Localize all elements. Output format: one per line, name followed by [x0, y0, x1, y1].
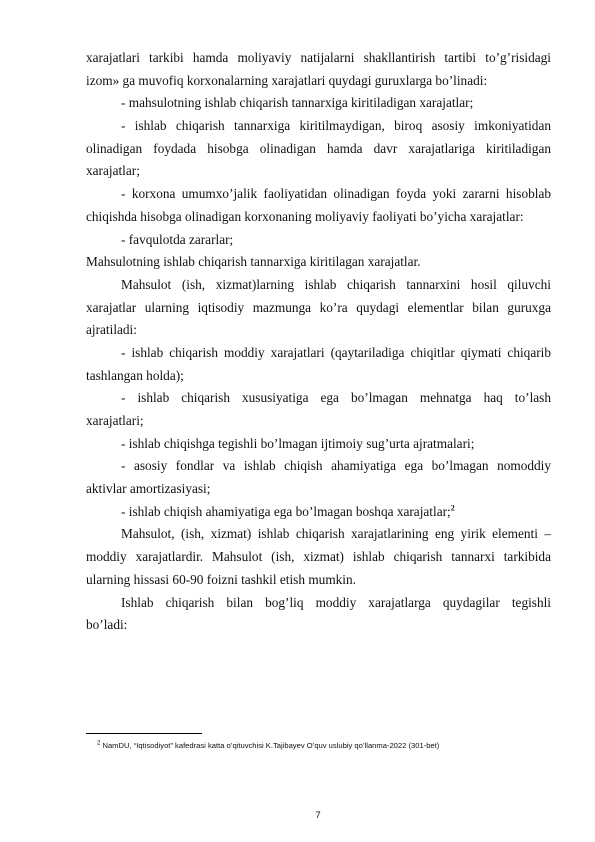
text-line: izom» ga muvofiq korxonalarning xarajatlari quydagi guruxlarga bo’linadi:	[86, 72, 488, 88]
text-line: aktivlar amortizasiyasi;	[86, 481, 211, 497]
text-line: bo’ladi:	[86, 617, 128, 633]
text-line: moddiy xarajatlardir. Mahsulot (ish, xizmat) ishlab chiqarish tannarxi tarkibida	[86, 549, 551, 565]
text-line: - ishlab chiqarish moddiy xarajatlari (qaytariladiga chiqitlar qiymati chiqarib	[121, 344, 551, 360]
text-line: tashlangan holda);	[86, 367, 184, 383]
text-line: xarajatlari;	[86, 413, 144, 428]
text-line: - korxona umumxo’jalik faoliyatidan olinadigan foyda yoki zararni hisoblab	[121, 186, 551, 202]
document-body	[86, 47, 551, 637]
text-line: - ishlab chiqishga tegishli bo’lmagan ijtimoiy sug’urta ajratmalari;	[121, 435, 475, 451]
text-line	[86, 501, 551, 524]
text-line: - favqulotda zararlar;	[121, 231, 234, 247]
text-line: - mahsulotning ishlab chiqarish tannarxiga kiritiladigan xarajatlar;	[121, 95, 474, 111]
footnote-reference[interactable]: 2	[450, 503, 455, 513]
text-line-content: - ishlab chiqish ahamiyatiga ega bo’lmagan boshqa xarajatlar;	[121, 503, 451, 519]
page-number: 7	[315, 810, 321, 821]
text-line: Mahsulotning ishlab chiqarish tannarxiga kiritilagan xarajatlar.	[86, 254, 421, 270]
text-line: Mahsulot, (ish, xizmat) ishlab chiqarish xarajatlarining eng yirik elementi –	[121, 526, 551, 542]
text-line: xarajatlar;	[86, 163, 140, 179]
text-line: olinadigan foydada hisobga olinadigan hamda davr xarajatlariga kiritiladigan	[86, 140, 551, 156]
footnote	[97, 741, 547, 750]
footnote-divider	[86, 733, 202, 734]
footnote-marker: 2	[97, 740, 101, 747]
footnote-text: NamDU, “Iqtisodiyot” kafedrasi katta o’qituvchisi K.Tajibayev O’quv uslubiy qo’llanma-2022 (301-bet)	[102, 741, 440, 750]
text-line: Mahsulot (ish, xizmat)larning ishlab chiqarish tannarxini hosil qiluvchi	[121, 276, 551, 292]
text-line: xarajatlar ularning iqtisodiy mazmunga ko’ra quydagi elementlar bilan guruxga	[86, 299, 551, 315]
text-line: ajratiladi:	[86, 322, 137, 338]
text-line: Ishlab chiqarish bilan bog’liq moddiy xarajatlarga quydagilar tegishli	[121, 594, 551, 610]
text-line: - asosiy fondlar va ishlab chiqish ahamiyatiga ega bo’lmagan nomoddiy	[121, 458, 551, 474]
text-line: xarajatlari tarkibi hamda moliyaviy natijalarni shakllantirish tartibi to’g’risidagi	[86, 50, 551, 65]
text-line: - ishlab chiqarish xususiyatiga ega bo’lmagan mehnatga haq to’lash	[121, 390, 551, 406]
text-line: - ishlab chiqarish tannarxiga kiritilmaydigan, biroq asosiy imkoniyatidan	[121, 118, 551, 134]
text-line: ularning hissasi 60-90 foizni tashkil etish mumkin.	[86, 571, 356, 587]
text-line: chiqishda hisobga olinadigan korxonaning moliyaviy faoliyati bo’yicha xarajatlar:	[86, 208, 524, 224]
